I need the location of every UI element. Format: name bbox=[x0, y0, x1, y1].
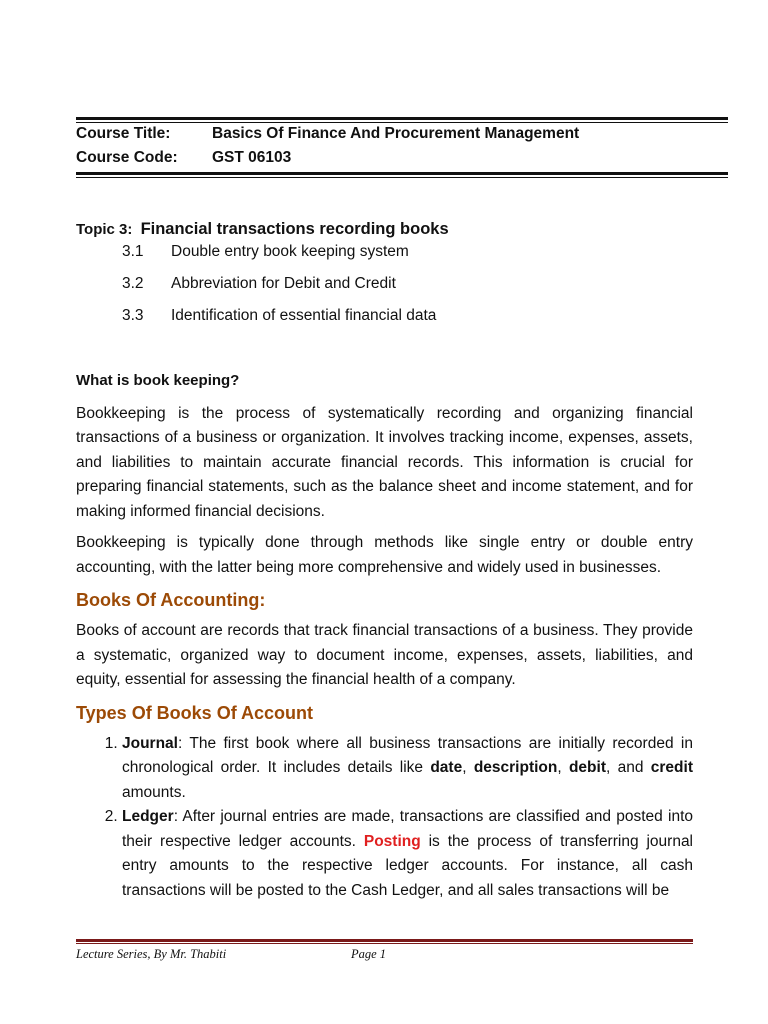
journal-text-end: amounts. bbox=[122, 783, 186, 801]
journal-separator: , bbox=[462, 759, 474, 776]
topic-heading bbox=[76, 220, 449, 239]
main-content bbox=[76, 369, 693, 903]
posting-term: Posting bbox=[363, 832, 421, 850]
topic-label: Topic 3: bbox=[76, 221, 133, 238]
course-title-row bbox=[76, 125, 579, 143]
list-item-journal bbox=[122, 732, 693, 806]
bookkeeping-question: What is book keeping? bbox=[76, 372, 240, 389]
bookkeeping-paragraph-2: Bookkeeping is typically done through methods like single entry or double entry accounting, with the latter being more comprehensive and widely used in businesses. bbox=[76, 534, 693, 576]
journal-date-term: date bbox=[430, 759, 463, 776]
topic-title: Financial transactions recording books bbox=[140, 220, 449, 238]
course-code-row bbox=[76, 149, 291, 167]
subtopic-text: Abbreviation for Debit and Credit bbox=[171, 275, 396, 292]
list-item-ledger bbox=[122, 805, 693, 903]
course-code-value: GST 06103 bbox=[212, 149, 292, 166]
journal-credit-term: credit bbox=[650, 759, 693, 776]
journal-debit-term: debit bbox=[568, 759, 606, 776]
subtopic-number: 3.3 bbox=[122, 307, 144, 324]
journal-description-term: description bbox=[473, 759, 558, 776]
journal-term: Journal bbox=[122, 734, 178, 752]
subtopic-item bbox=[122, 306, 436, 338]
subtopic-number: 3.1 bbox=[122, 243, 144, 260]
types-list bbox=[76, 732, 693, 904]
bookkeeping-paragraph-1: Bookkeeping is the process of systematically recording and organizing financial transactions of a business or organization. It involves tracking income, expenses, assets, and liabilities to maintain accurate financial records. This information is crucial for preparing financial statements, such as the balance sheet and income statement, and for making informed financial decisions. bbox=[76, 404, 693, 520]
journal-text: : The first book where all business transactions are initially recorded in chronological order. It includes details like bbox=[122, 734, 693, 776]
ledger-term: Ledger bbox=[122, 808, 174, 825]
header-top-rule bbox=[76, 117, 728, 123]
subtopic-number: 3.2 bbox=[122, 275, 144, 292]
footer-author: Lecture Series, By Mr. Thabiti bbox=[76, 947, 227, 961]
books-of-accounting-heading: Books Of Accounting: bbox=[76, 590, 266, 610]
footer-page-number: Page 1 bbox=[351, 947, 387, 961]
course-title-label: Course Title: bbox=[76, 125, 171, 142]
subtopic-text: Double entry book keeping system bbox=[171, 243, 409, 260]
subtopic-item bbox=[122, 242, 436, 274]
footer-rule bbox=[76, 939, 693, 944]
journal-separator: , bbox=[557, 759, 569, 776]
subtopic-text: Identification of essential financial data bbox=[171, 307, 437, 324]
subtopic-list bbox=[122, 242, 436, 338]
types-of-books-heading: Types Of Books Of Account bbox=[76, 702, 314, 723]
course-code-label: Course Code: bbox=[76, 149, 178, 166]
journal-separator: , and bbox=[606, 759, 651, 776]
header-bottom-rule bbox=[76, 172, 728, 178]
subtopic-item bbox=[122, 274, 436, 306]
books-of-accounting-paragraph: Books of account are records that track financial transactions of a business. They provide a systematic, organized way to document income, expenses, assets, liabilities, and equity, essential for assessing the financial health of a company. bbox=[76, 622, 693, 688]
course-title-value: Basics Of Finance And Procurement Management bbox=[212, 125, 580, 142]
ledger-text: : After journal entries are made, transactions are classified and posted into their respective ledger accounts. bbox=[122, 808, 693, 850]
ledger-text-end: is the process of transferring journal entry amounts to the respective ledger accounts. For instance, all cash transactions will be posted to the Cash Ledger, and all sales transactions will be bbox=[122, 832, 694, 899]
